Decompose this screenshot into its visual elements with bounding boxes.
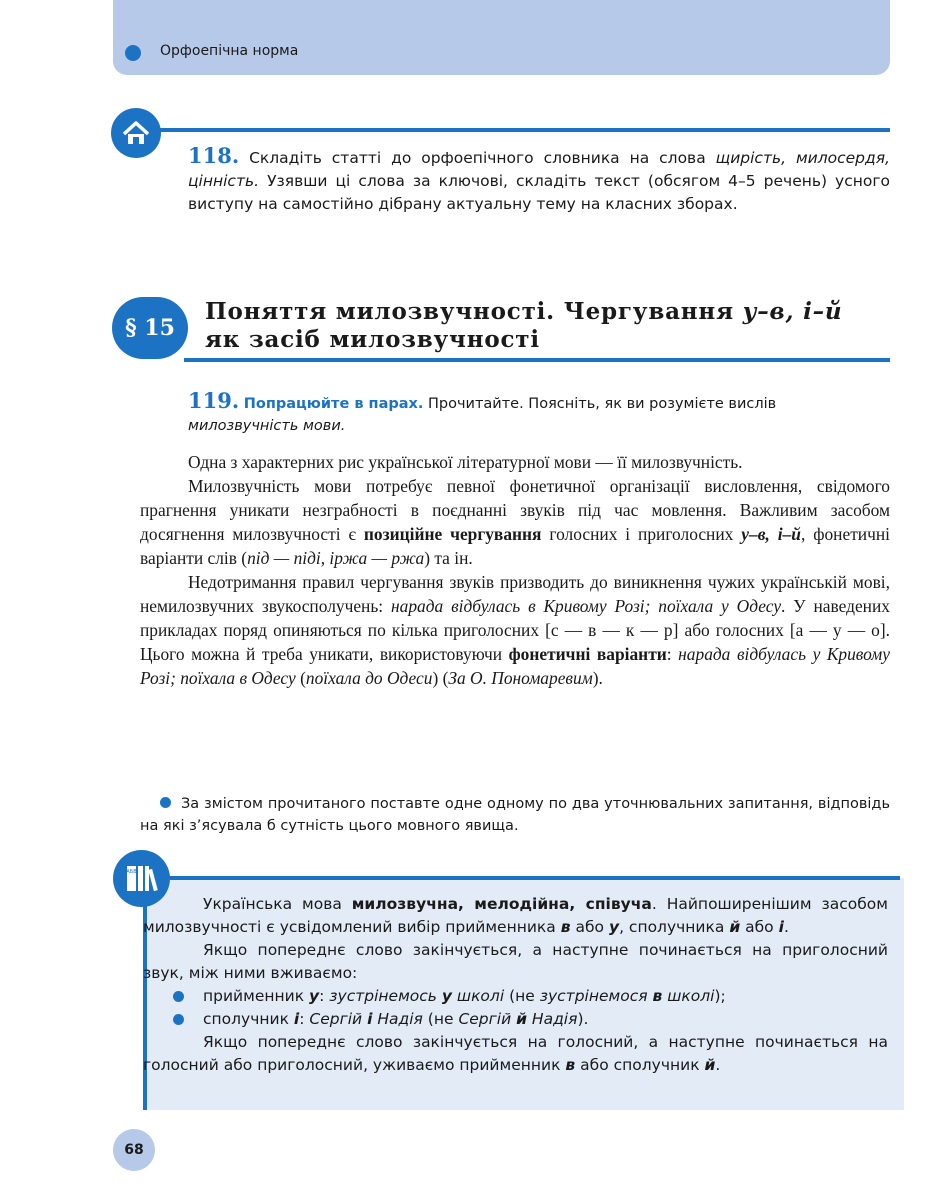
pair-work-label: Попрацюйте в парах. xyxy=(243,396,424,412)
paragraph: Українська мова милозвучна, мелодійна, співуча. Найпоширенішим засобом милозвучності є усвідомлений вибір прийменника в або у, сполучника й або і. xyxy=(143,895,888,936)
bullet-icon xyxy=(125,45,141,61)
bullet-task: За змістом прочитаного поставте одне одному по два уточнювальних запитання, відповідь на які з’ясувала б сутність цього мовного явища. xyxy=(140,796,890,834)
svg-text:АБВ: АБВ xyxy=(126,869,137,875)
home-icon xyxy=(111,108,161,158)
rule-text xyxy=(143,893,888,1077)
bullet-icon xyxy=(160,797,171,808)
section-badge: § 15 xyxy=(112,297,188,359)
exercise-119: 119. Попрацюйте в парах. Прочитайте. Поясніть, як ви розумієте вислів милозвучність мови. xyxy=(188,388,777,434)
header-band xyxy=(113,0,890,75)
paragraph: Якщо попереднє слово закінчується, а наступне починається на приголосний звук, між ними вживаємо: xyxy=(143,941,888,982)
main-text xyxy=(140,450,890,690)
exercise-118: 118. Складіть статті до орфоепічного словника на слова щирість, милосердя, цінність. Узявши ці слова за ключові, складіть текст (обсягом 4–5 речень) усного виступу на самостійно дібрану актуальну тему на класних зборах. xyxy=(188,143,890,213)
paragraph: Одна з характерних рис української літературної мови — її милозвучність. xyxy=(188,452,743,472)
divider xyxy=(160,876,900,880)
section-title: Поняття милозвучності. Чергування у–в, і–й як засіб милозвучності xyxy=(205,298,843,353)
page-number: 68 xyxy=(113,1129,155,1171)
divider xyxy=(184,358,890,362)
list-item: сполучник і: Сергій і Надія (не Сергій й Надія). xyxy=(143,1008,888,1031)
running-header: Орфоепічна норма xyxy=(160,43,299,59)
paragraph: Недотримання правил чергування звуків призводить до виникнення чужих українській мові, немилозвучних звукосполучень: нарада відбулась в Кривому Розі; поїхала у Одесу. У наведених прикладах поряд опиняються по кілька приголосних [с — в — к — р] або голосних [а — у — о]. Цього можна й треба уникати, використовуючи фонетичні варіанти: нарада відбулась у Кривому Розі; поїхала в Одесу (поїхала до Одеси) (За О. Пономаревим). xyxy=(140,572,890,688)
exercise-number: 119. xyxy=(188,388,240,413)
list-item: прийменник у: зустрінемось у школі (не зустрінемося в школі); xyxy=(143,985,888,1008)
divider xyxy=(150,128,890,132)
paragraph: Якщо попереднє слово закінчується на голосний, а наступне починається на голосний або приголосний, уживаємо прийменник в або сполучник й. xyxy=(143,1033,888,1074)
paragraph: Милозвучність мови потребує певної фонетичної організації висловлення, свідомого прагнення уникати незграбності в поєднанні звуків під час мовлення. Важливим засобом досягнення милозвучності є позиційне чергування голосних і приголосних у–в, і–й, фонетичні варіанти слів (під — піді, іржа — ржа) та ін. xyxy=(140,476,890,568)
exercise-number: 118. xyxy=(188,143,240,168)
